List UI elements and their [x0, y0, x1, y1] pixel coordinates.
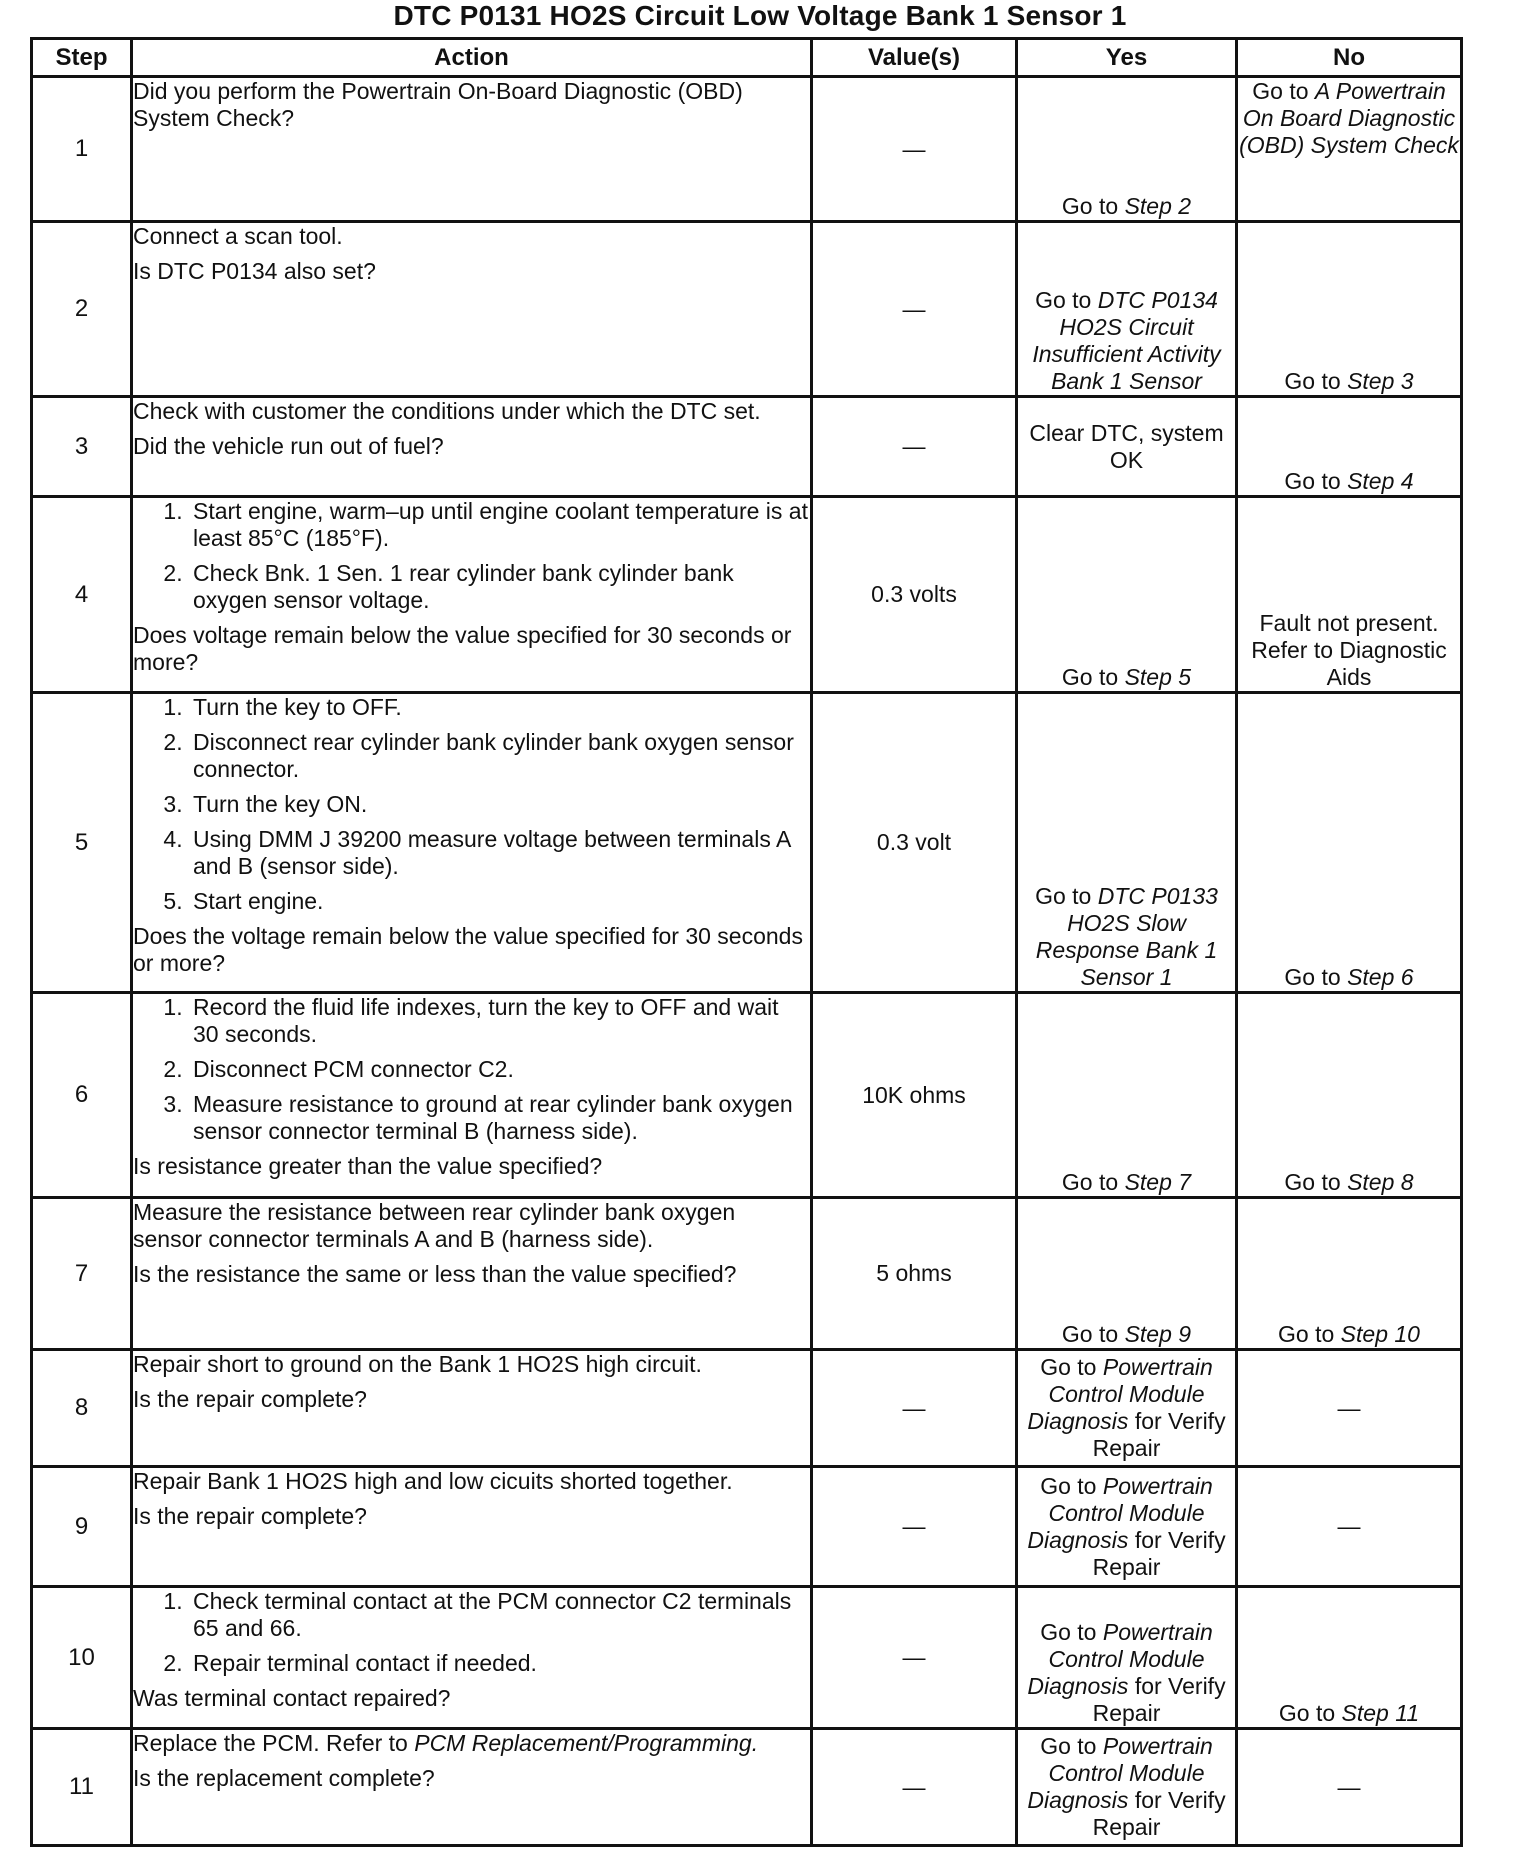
no-outcome	[1237, 1198, 1462, 1350]
action-steps-list	[133, 694, 810, 915]
action-text	[133, 78, 810, 132]
action-cell	[132, 222, 812, 397]
value-cell: 0.3 volts	[812, 497, 1017, 693]
outcome-text: Go to	[1252, 78, 1309, 104]
action-step: 5. Start engine.	[189, 888, 810, 915]
outcome-text: Go to	[1035, 883, 1092, 909]
outcome-text: Fault not present. Refer to Diagnostic Aids	[1251, 610, 1447, 690]
action-reference: PCM Replacement/Programming.	[414, 1730, 759, 1756]
outcome-text: Go to	[1284, 368, 1341, 394]
yes-outcome	[1017, 1350, 1237, 1467]
action-steps-list	[133, 498, 810, 614]
outcome-reference: Step 11	[1341, 1700, 1420, 1726]
no-outcome	[1237, 993, 1462, 1198]
action-question: Is resistance greater than the value specified?	[133, 1153, 603, 1179]
outcome-tail: for Verify Repair	[1092, 1787, 1226, 1840]
action-question: Is the replacement complete?	[133, 1765, 435, 1791]
yes-outcome	[1017, 1467, 1237, 1587]
step-number: 7	[32, 1198, 132, 1350]
page-title: DTC P0131 HO2S Circuit Low Voltage Bank 1 Sensor 1	[393, 0, 1127, 31]
outcome-reference: DTC P0133 HO2S Slow Response Bank 1 Sensor 1	[1035, 883, 1218, 990]
action-step: 2. Disconnect rear cylinder bank cylinder bank oxygen sensor connector.	[189, 729, 810, 783]
value-cell: —	[812, 1350, 1017, 1467]
action-question: Did the vehicle run out of fuel?	[133, 433, 444, 459]
yes-outcome	[1017, 222, 1237, 397]
step-number: 5	[32, 693, 132, 993]
action-cell	[132, 1350, 812, 1467]
no-outcome	[1237, 77, 1462, 222]
outcome-text: Go to	[1061, 664, 1119, 690]
no-outcome	[1237, 222, 1462, 397]
action-text	[133, 223, 810, 250]
outcome-reference: Step 2	[1124, 193, 1192, 219]
outcome-reference: Step 5	[1124, 664, 1192, 690]
action-text-body: Repair Bank 1 HO2S high and low cicuits shorted together.	[133, 1468, 733, 1494]
outcome-tail: for Verify Repair	[1092, 1408, 1226, 1461]
header-step: Step	[32, 39, 132, 77]
outcome-reference: DTC P0134 HO2S Circuit Insufficient Activity Bank 1 Sensor	[1032, 287, 1221, 394]
value-cell: 0.3 volt	[812, 693, 1017, 993]
outcome-text: Go to	[1061, 1169, 1119, 1195]
yes-outcome	[1017, 1729, 1237, 1846]
action-cell	[132, 397, 812, 497]
outcome-reference: A Powertrain On Board Diagnostic (OBD) System Check	[1239, 78, 1459, 158]
action-step: 2. Disconnect PCM connector C2.	[189, 1056, 810, 1083]
action-step: 1. Start engine, warm–up until engine coolant temperature is at least 85°C (185°F).	[189, 498, 810, 552]
action-text	[133, 1468, 810, 1495]
step-number: 4	[32, 497, 132, 693]
no-outcome	[1237, 497, 1462, 693]
action-step: 3. Turn the key ON.	[189, 791, 810, 818]
action-cell	[132, 1587, 812, 1729]
yes-outcome	[1017, 693, 1237, 993]
outcome-reference: Powertrain Control Module Diagnosis	[1027, 1472, 1213, 1553]
action-text-body: Did you perform the Powertrain On-Board Diagnostic (OBD) System Check?	[133, 78, 743, 131]
action-step: 3. Measure resistance to ground at rear cylinder bank oxygen sensor connector terminal B (harness side).	[189, 1091, 810, 1145]
action-question: Is the repair complete?	[133, 1386, 367, 1412]
outcome-reference: Step 6	[1347, 964, 1414, 990]
action-step: 4. Using DMM J 39200 measure voltage between terminals A and B (sensor side).	[189, 826, 810, 880]
value-cell: 5 ohms	[812, 1198, 1017, 1350]
header-action: Action	[132, 39, 812, 77]
action-cell	[132, 693, 812, 993]
action-text-body: Measure the resistance between rear cylinder bank oxygen sensor connector terminals A and B (harness side).	[133, 1199, 736, 1252]
action-question: Is DTC P0134 also set?	[133, 258, 376, 284]
step-number: 6	[32, 993, 132, 1198]
action-text	[133, 1199, 810, 1253]
outcome-reference: Step 9	[1124, 1321, 1192, 1347]
action-cell	[132, 1467, 812, 1587]
action-step: 1. Record the fluid life indexes, turn the key to OFF and wait 30 seconds.	[189, 994, 810, 1048]
table-row	[32, 993, 1462, 1198]
step-number: 1	[32, 77, 132, 222]
table-row	[32, 1729, 1462, 1846]
table-row	[32, 1198, 1462, 1350]
outcome-text: Go to	[1040, 1733, 1097, 1759]
value-cell: —	[812, 1729, 1017, 1846]
yes-outcome	[1017, 1198, 1237, 1350]
step-number: 8	[32, 1350, 132, 1467]
table-row	[32, 77, 1462, 222]
outcome-tail: for Verify Repair	[1092, 1673, 1226, 1726]
yes-outcome	[1017, 397, 1237, 497]
action-step: 1. Turn the key to OFF.	[189, 694, 810, 721]
outcome-reference: Step 10	[1340, 1321, 1420, 1347]
action-text-body: Check with customer the conditions under which the DTC set.	[133, 398, 761, 424]
outcome-text: —	[1337, 1773, 1361, 1800]
action-question: Was terminal contact repaired?	[133, 1685, 451, 1711]
action-text-body: Replace the PCM. Refer to	[133, 1730, 408, 1756]
action-text-body: Connect a scan tool.	[133, 223, 343, 249]
value-cell: 10K ohms	[812, 993, 1017, 1198]
table-row	[32, 1587, 1462, 1729]
table-row	[32, 693, 1462, 993]
outcome-text: —	[1337, 1513, 1361, 1539]
table-row	[32, 1467, 1462, 1587]
yes-outcome	[1017, 497, 1237, 693]
header-no: No	[1237, 39, 1462, 77]
outcome-text: Go to	[1061, 193, 1119, 219]
action-cell	[132, 77, 812, 222]
action-question: Does the voltage remain below the value specified for 30 seconds or more?	[133, 923, 803, 976]
table-row	[32, 1350, 1462, 1467]
value-cell: —	[812, 222, 1017, 397]
step-number: 3	[32, 397, 132, 497]
header-yes: Yes	[1017, 39, 1237, 77]
diagnostic-table	[30, 37, 1463, 1847]
header-values: Value(s)	[812, 39, 1017, 77]
action-cell	[132, 1729, 812, 1846]
action-text	[133, 1730, 810, 1757]
action-steps-list	[133, 994, 810, 1145]
outcome-text: Go to	[1284, 1169, 1341, 1195]
step-number: 11	[32, 1729, 132, 1846]
action-cell	[132, 1198, 812, 1350]
outcome-reference: Step 4	[1347, 468, 1414, 494]
value-cell: —	[812, 1587, 1017, 1729]
yes-outcome	[1017, 1587, 1237, 1729]
no-outcome	[1237, 1587, 1462, 1729]
value-cell: —	[812, 397, 1017, 497]
action-cell	[132, 497, 812, 693]
outcome-text: Go to	[1040, 1472, 1097, 1499]
outcome-text: Go to	[1040, 1354, 1097, 1380]
outcome-text: Go to	[1278, 1700, 1336, 1726]
outcome-reference: Step 3	[1347, 368, 1414, 394]
step-number: 10	[32, 1587, 132, 1729]
step-number: 9	[32, 1467, 132, 1587]
outcome-reference: Step 7	[1124, 1169, 1192, 1195]
step-number: 2	[32, 222, 132, 397]
table-row	[32, 497, 1462, 693]
outcome-reference: Powertrain Control Module Diagnosis	[1027, 1619, 1213, 1699]
action-steps-list	[133, 1588, 810, 1677]
outcome-text: Go to	[1040, 1619, 1097, 1645]
outcome-text: Go to	[1284, 468, 1341, 494]
no-outcome	[1237, 1729, 1462, 1846]
outcome-tail: for Verify Repair	[1092, 1526, 1226, 1580]
action-text	[133, 398, 810, 425]
action-step: 2. Check Bnk. 1 Sen. 1 rear cylinder bank cylinder bank oxygen sensor voltage.	[189, 560, 810, 614]
no-outcome	[1237, 1350, 1462, 1467]
action-question: Does voltage remain below the value specified for 30 seconds or more?	[133, 622, 792, 675]
outcome-text: —	[1337, 1394, 1361, 1421]
outcome-reference: Step 8	[1347, 1169, 1414, 1195]
no-outcome	[1237, 693, 1462, 993]
outcome-text: Go to	[1061, 1321, 1119, 1347]
outcome-text: Clear DTC, system OK	[1029, 419, 1224, 473]
action-question: Is the resistance the same or less than the value specified?	[133, 1261, 737, 1287]
value-cell: —	[812, 1467, 1017, 1587]
yes-outcome	[1017, 993, 1237, 1198]
yes-outcome	[1017, 77, 1237, 222]
outcome-text: Go to	[1278, 1321, 1335, 1347]
table-row	[32, 222, 1462, 397]
no-outcome	[1237, 1467, 1462, 1587]
action-step: 2. Repair terminal contact if needed.	[189, 1650, 810, 1677]
outcome-reference: Powertrain Control Module Diagnosis	[1027, 1733, 1213, 1813]
outcome-text: Go to	[1284, 964, 1341, 990]
outcome-reference: Powertrain Control Module Diagnosis	[1027, 1354, 1213, 1434]
header-row	[32, 39, 1462, 77]
no-outcome	[1237, 397, 1462, 497]
action-text	[133, 1351, 810, 1378]
value-cell: —	[812, 77, 1017, 222]
outcome-text: Go to	[1035, 287, 1092, 313]
table-row	[32, 397, 1462, 497]
action-question: Is the repair complete?	[133, 1503, 367, 1529]
action-step: 1. Check terminal contact at the PCM connector C2 terminals 65 and 66.	[189, 1588, 810, 1642]
action-cell	[132, 993, 812, 1198]
action-text-body: Repair short to ground on the Bank 1 HO2S high circuit.	[133, 1351, 702, 1377]
